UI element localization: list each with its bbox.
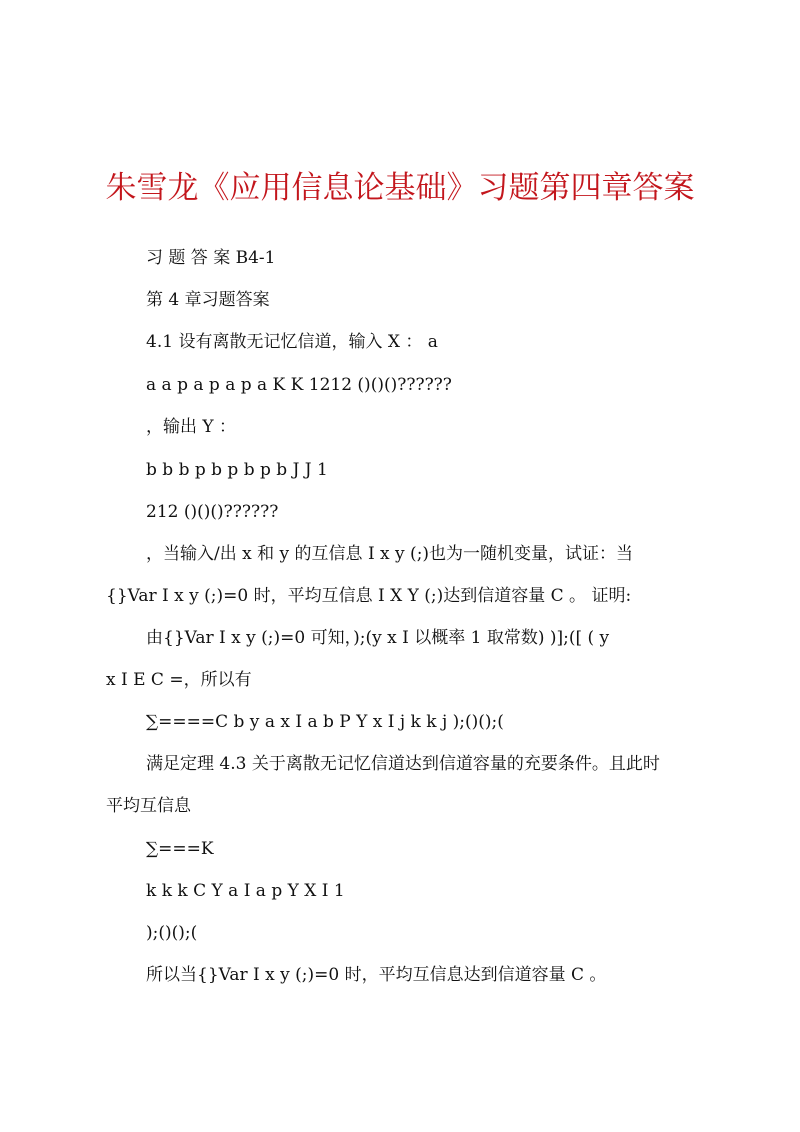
- problem-claim: {}Var I x y (;)=0 时，平均互信息 I X Y (;)达到信道容量 C 。 证明:: [106, 586, 632, 606]
- proof-step-1: 由{}Var I x y (;)=0 可知，);(y x I 以概率 1 取常数) )];([ ( y: [146, 628, 610, 648]
- problem-statement: 4.1 设有离散无记忆信道，输入 X ： a: [146, 332, 438, 352]
- output-distribution-continued: 212 ()()()??????: [146, 502, 279, 522]
- proof-formula-2-terms: k k k C Y a I a p Y X I 1: [146, 881, 345, 901]
- proof-theorem-reference-continued: 平均互信息: [106, 796, 191, 816]
- output-distribution: b b b p b p b p b J J 1: [146, 460, 328, 480]
- proof-step-1-continued: x I E C =，所以有: [106, 670, 252, 690]
- answer-header: 习 题 答 案 B4-1: [146, 248, 276, 268]
- proof-formula-1: ∑====C b y a x I a b P Y x I j k k j );()();(: [146, 712, 504, 732]
- proof-conclusion: 所以当{}Var I x y (;)=0 时，平均互信息达到信道容量 C 。: [146, 965, 607, 985]
- proof-theorem-reference: 满足定理 4.3 关于离散无记忆信道达到信道容量的充要条件。且此时: [146, 754, 660, 774]
- document-title: 朱雪龙《应用信息论基础》习题第四章答案: [105, 170, 695, 206]
- output-label: ，输出 Y ：: [146, 417, 237, 437]
- proof-formula-2-sum: ∑===K: [146, 839, 214, 859]
- problem-condition: ，当输入/出 x 和 y 的互信息 I x y (;)也为一随机变量，试证：当: [146, 544, 634, 564]
- proof-formula-2-tail: );()();(: [146, 923, 198, 943]
- input-distribution: a a p a p a p a K K 1212 ()()()??????: [146, 375, 452, 395]
- chapter-heading: 第 4 章习题答案: [146, 290, 270, 310]
